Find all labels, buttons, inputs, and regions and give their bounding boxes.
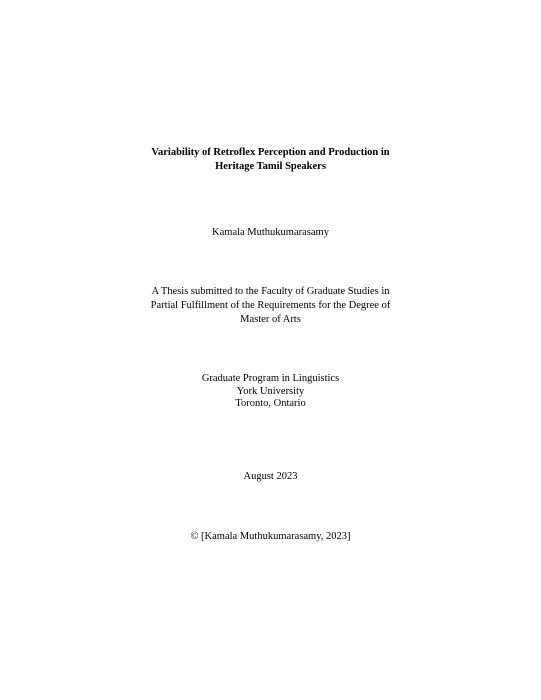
author-name xyxy=(0,226,541,240)
submission-date xyxy=(0,470,541,484)
university-name: York University xyxy=(236,385,305,397)
author-name-text: Kamala Muthukumarasamy xyxy=(212,227,329,238)
program-affiliation xyxy=(0,373,541,411)
copyright-notice xyxy=(0,530,541,544)
submission-statement-line-3: Master of Arts xyxy=(240,314,301,325)
thesis-title xyxy=(0,146,541,174)
university-location: Toronto, Ontario xyxy=(235,398,306,409)
submission-statement-line-1: A Thesis submitted to the Faculty of Graduate Studies in xyxy=(151,286,390,297)
program-name: Graduate Program in Linguistics xyxy=(201,373,340,384)
submission-date-text: August 2023 xyxy=(243,471,298,482)
copyright-notice-text: © [Kamala Muthukumarasamy, 2023] xyxy=(190,531,351,542)
submission-statement-line-2: Partial Fulfillment of the Requirements for the Degree of xyxy=(150,300,391,311)
thesis-title-line-1: Variability of Retroflex Perception and Production in xyxy=(151,147,390,158)
thesis-title-line-2: Heritage Tamil Speakers xyxy=(215,161,326,172)
submission-statement xyxy=(0,285,541,327)
